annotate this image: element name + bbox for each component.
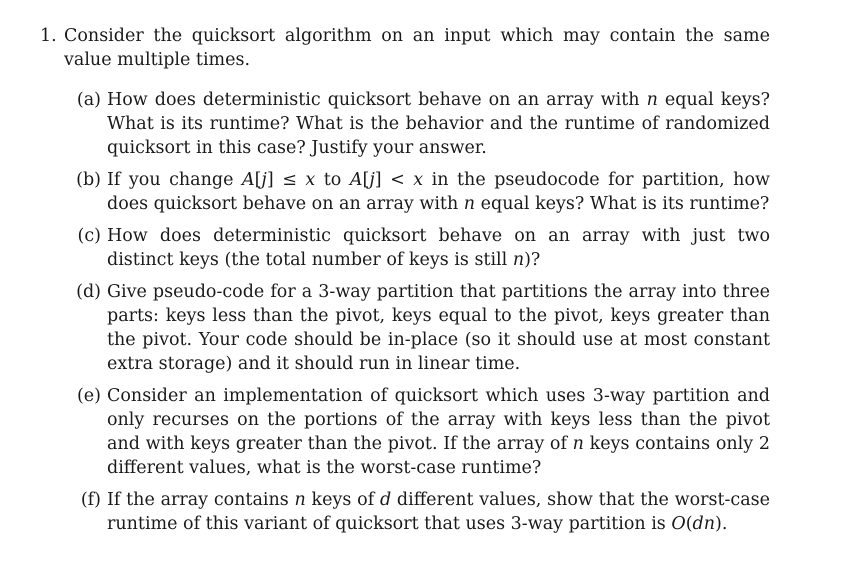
subquestion-label: (f): [80, 490, 101, 510]
subquestion-label: (c): [77, 226, 101, 246]
subquestion-text: If you change A[j] ≤ x to A[j] < x in the pseudocode for partition, how does quicksort behave on an array with n equal keys? What is its runtime?: [107, 170, 770, 214]
subquestion-label: (a): [76, 90, 101, 110]
subquestion-f: [40, 488, 824, 536]
problem-number: 1.: [40, 26, 57, 46]
subquestion-text: Consider an implementation of quicksort which uses 3-way partition and only recurses on the portions of the array with keys less than the pivot and with keys greater than the pivot. If the array of n keys contains only 2 different values, what is the worst-case runtime?: [107, 386, 770, 478]
subquestion-d: [40, 280, 824, 376]
subquestion-list: [40, 88, 824, 536]
subquestion-text: How does deterministic quicksort behave on an array with just two distinct keys (the total number of keys is still n)?: [107, 226, 770, 270]
problem-text: Consider the quicksort algorithm on an input which may contain the same value multiple times.: [64, 26, 770, 70]
subquestion-b: [40, 168, 824, 216]
subquestion-c: [40, 224, 824, 272]
subquestion-a: [40, 88, 824, 160]
subquestion-text: Give pseudo-code for a 3-way partition that partitions the array into three parts: keys less than the pivot, keys equal to the pivot, keys greater than the pivot. Your code should be in-place (so it should use at most constant extra storage) and it should run in linear time.: [107, 282, 770, 374]
subquestion-label: (e): [76, 386, 101, 406]
subquestion-text: How does deterministic quicksort behave on an array with n equal keys? What is its runtime? What is the behavior and the runtime of randomized quicksort in this case? Justify your answer.: [107, 90, 770, 158]
problem-statement: [40, 24, 824, 72]
subquestion-text: If the array contains n keys of d different values, show that the worst-case runtime of this variant of quicksort that uses 3-way partition is O(dn).: [107, 490, 770, 534]
subquestion-e: [40, 384, 824, 480]
subquestion-label: (b): [76, 170, 101, 190]
subquestion-label: (d): [76, 282, 101, 302]
